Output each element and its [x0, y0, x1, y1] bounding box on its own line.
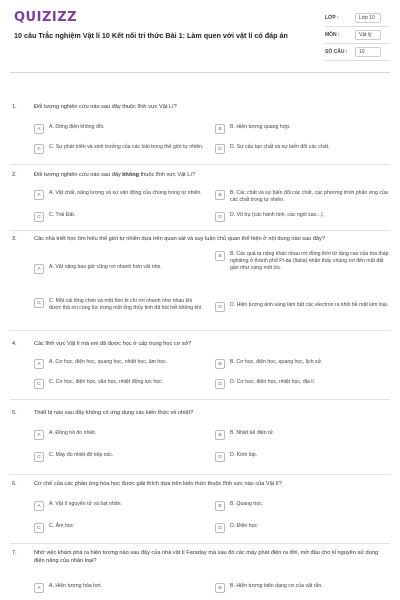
- question-divider: [10, 230, 390, 231]
- option-letter: D: [215, 212, 225, 222]
- option-d[interactable]: [215, 523, 390, 533]
- option-text: A. Đồng hồ đo nhiệt.: [49, 430, 97, 436]
- meta-label: SỐ CÂU :: [325, 49, 348, 55]
- option-text: D. Vũ trụ (các hành tinh, các ngôi sao...).: [230, 212, 324, 218]
- question-divider: [10, 164, 390, 165]
- worksheet-header: [0, 0, 400, 72]
- option-d[interactable]: [215, 144, 390, 154]
- option-text: A. Hiện tượng hóa hơi.: [49, 583, 102, 589]
- option-c[interactable]: [34, 452, 204, 462]
- option-b[interactable]: [215, 251, 390, 272]
- option-d[interactable]: [215, 452, 390, 462]
- option-text: B. Cơ học, điện học, quang học, lịch sử.: [230, 359, 323, 365]
- option-d[interactable]: [215, 379, 390, 389]
- question-number: 7.: [12, 550, 17, 556]
- question-number: 6.: [12, 481, 17, 487]
- option-letter: D: [215, 523, 225, 533]
- option-c[interactable]: [34, 379, 204, 389]
- option-a[interactable]: [34, 430, 204, 440]
- option-c[interactable]: [34, 212, 204, 222]
- option-text: A. Vật chất, năng lượng và sự vận động của chúng trong tự nhiên.: [49, 190, 202, 196]
- option-a[interactable]: [34, 124, 204, 134]
- option-b[interactable]: [215, 359, 390, 369]
- option-letter: B: [215, 124, 225, 134]
- option-letter: C: [34, 452, 44, 462]
- option-text: A. Vật nặng bao giờ cũng rơi nhanh hơn vật nhẹ.: [49, 264, 162, 270]
- option-letter: A: [34, 190, 44, 200]
- question-divider: [10, 543, 390, 544]
- option-a[interactable]: [34, 264, 204, 274]
- meta-box: [325, 10, 389, 61]
- question-divider: [10, 399, 390, 400]
- option-b[interactable]: [215, 583, 390, 593]
- option-d[interactable]: [215, 212, 390, 222]
- option-letter: A: [34, 264, 44, 274]
- option-letter: A: [34, 430, 44, 440]
- option-letter: B: [215, 583, 225, 593]
- question-text: Đối tượng nghiên cứu nào sau đây không thuộc lĩnh vực Vật Lí?: [34, 172, 196, 178]
- option-a[interactable]: [34, 359, 204, 369]
- option-letter: C: [34, 523, 44, 533]
- option-b[interactable]: [215, 124, 390, 134]
- option-text: C. Trái Đất.: [49, 212, 76, 218]
- meta-label: LỚP :: [325, 15, 339, 21]
- option-text: D. Cơ học, điện học, nhiệt học, địa lí.: [230, 379, 316, 385]
- meta-value: Vật lý: [355, 30, 381, 40]
- option-letter: C: [34, 298, 44, 308]
- option-text: D. Hiện tượng ánh sáng làm bật các electron ra khỏi bề mặt kim loại.: [230, 302, 389, 308]
- question-text: Các lĩnh vực Vật lí mà em đã được học ở cấp trung học cơ sở?: [34, 341, 192, 347]
- option-text: C. Âm học.: [49, 523, 75, 529]
- option-text: B. Các chất và sự biến đổi các chất, các phương trình phản ứng của các chất trong tự nhiên.: [230, 190, 388, 204]
- question-text: Cơ chế của các phản ứng hóa học được giải thích dựa trên kiến thức thuộc lĩnh vực nào của Vật lí?: [34, 481, 282, 487]
- option-a[interactable]: [34, 501, 204, 511]
- question-number: 4.: [12, 341, 17, 347]
- option-text: C. Sự phát triển và sinh trưởng của các loài trong thế giới tự nhiên.: [49, 144, 204, 150]
- question-number: 1.: [12, 104, 17, 110]
- question-divider: [10, 474, 390, 475]
- option-letter: A: [34, 359, 44, 369]
- worksheet-title: 10 câu Trắc nghiệm Vật lí 10 Kết nối tri thức Bài 1: Làm quen với vật lí có đáp án: [14, 31, 288, 40]
- option-letter: B: [215, 501, 225, 511]
- option-letter: D: [215, 379, 225, 389]
- question-number: 3.: [12, 236, 17, 242]
- option-a[interactable]: [34, 190, 204, 200]
- option-text: C. Cơ học, điện học, văn học, nhiệt động lực học.: [49, 379, 164, 385]
- question-number: 2.: [12, 172, 17, 178]
- option-text: B. Hiện tượng biến dạng cơ của vật rắn.: [230, 583, 323, 589]
- option-letter: D: [215, 302, 225, 312]
- option-text: B. Các quả tạ nặng khác nhau rơi đồng thời từ tầng cao của tòa tháp nghiêng ở thành phố Pi-da (Italia) nhận thấy chúng rơi đến mặt đất gần như cùng một lúc.: [230, 251, 389, 272]
- option-letter: B: [215, 251, 225, 261]
- option-text: D. Điện học.: [230, 523, 259, 529]
- option-a[interactable]: [34, 583, 204, 593]
- question-text: Các nhà triết học tìm hiểu thế giới tự nhiên dựa trên quan sát và suy luận chủ quan thể hiện ở nội dung nào sau đây?: [34, 236, 325, 242]
- option-letter: A: [34, 583, 44, 593]
- option-text: A. Vật lí nguyên tử và hạt nhân.: [49, 501, 122, 507]
- option-d[interactable]: [215, 302, 390, 312]
- option-text: C. Một cái lông chim và một hòn bi chì rơi nhanh như nhau khi được thả rơi cùng lúc trong một ống thủy tinh đã hút hết không khí.: [49, 298, 203, 312]
- option-letter: B: [215, 430, 225, 440]
- meta-label: MÔN :: [325, 32, 340, 38]
- question-text: Thiết bị nào sau đây không có ứng dụng các kiến thức về nhiệt?: [34, 410, 194, 416]
- option-text: B. Nhiệt kế điện tử.: [230, 430, 275, 436]
- option-letter: C: [34, 212, 44, 222]
- quizizz-logo: QUIZIZZ: [14, 10, 78, 25]
- meta-value: 10: [355, 47, 381, 57]
- option-text: A. Cơ học, điện học, quang học, nhiệt học, âm học.: [49, 359, 168, 365]
- option-b[interactable]: [215, 190, 390, 204]
- meta-row-count: [325, 44, 389, 61]
- option-letter: A: [34, 124, 44, 134]
- option-c[interactable]: [34, 144, 204, 154]
- option-text: C. Máy đo nhiệt độ tiếp xúc.: [49, 452, 114, 458]
- option-b[interactable]: [215, 501, 390, 511]
- question-text: Đối tượng nghiên cứu nào sau đây thuộc lĩnh vực Vật Lí?: [34, 104, 177, 110]
- option-b[interactable]: [215, 430, 390, 440]
- option-letter: D: [215, 452, 225, 462]
- option-text: B. Quang học.: [230, 501, 264, 507]
- option-letter: B: [215, 359, 225, 369]
- meta-row-grade: [325, 10, 389, 27]
- meta-value: Lớp 10: [355, 13, 381, 23]
- option-text: D. Sự cấu tạo chất và sự biến đổi các chất.: [230, 144, 330, 150]
- option-c[interactable]: [34, 523, 204, 533]
- option-text: B. Hiện tượng quang hợp.: [230, 124, 291, 130]
- option-letter: A: [34, 501, 44, 511]
- question-number: 5.: [12, 410, 17, 416]
- option-text: D. Kính lúp.: [230, 452, 258, 458]
- meta-row-subject: [325, 27, 389, 44]
- option-letter: C: [34, 144, 44, 154]
- option-letter: B: [215, 190, 225, 200]
- option-letter: C: [34, 379, 44, 389]
- header-divider: [10, 72, 390, 73]
- option-letter: D: [215, 144, 225, 154]
- option-text: A. Dòng điện không đổi.: [49, 124, 105, 130]
- option-c[interactable]: [34, 298, 204, 312]
- question-divider: [10, 330, 390, 331]
- question-text: Nhờ việc khám phá ra hiện tượng nào sau đây của nhà vật lí Faraday mà sau đó các máy phát điện ra đời, mở đầu cho kỉ nguyên sử dụng điện năng của nhân loại?: [34, 550, 378, 564]
